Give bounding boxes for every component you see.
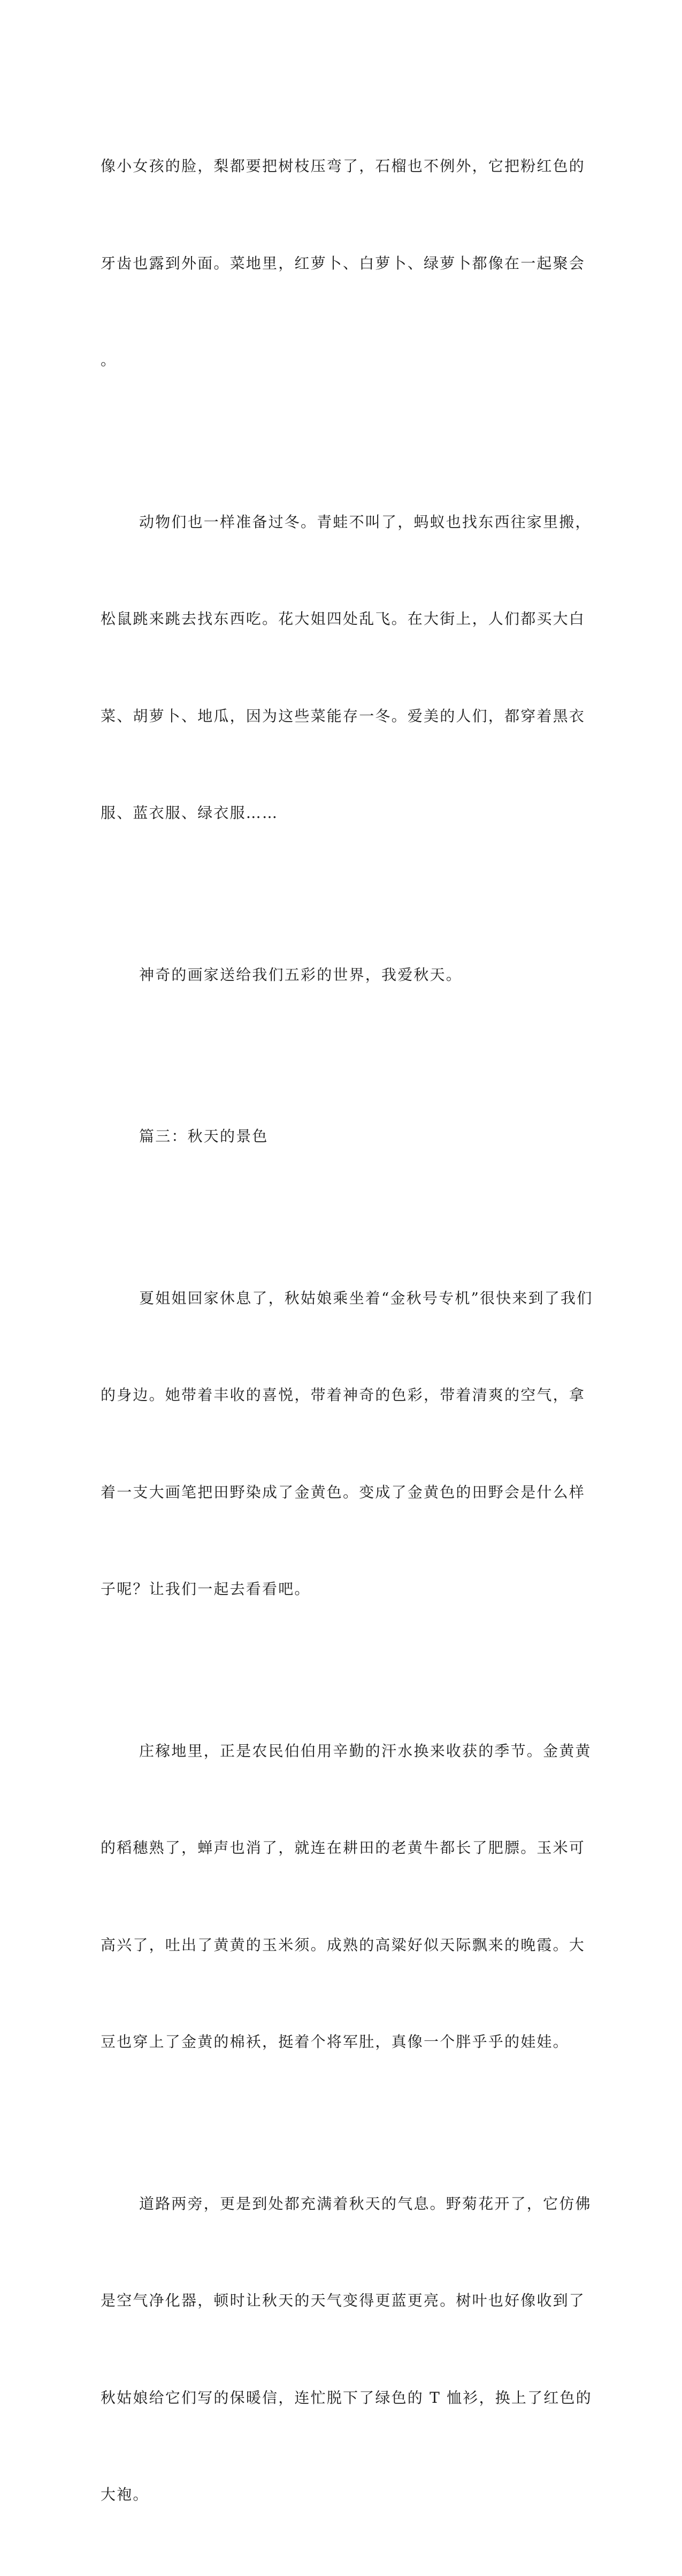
text-line: 大袍。 xyxy=(101,2486,149,2503)
paragraph-animals xyxy=(101,442,592,894)
text-line: 菜、胡萝卜、地瓜，因为这些菜能存一冬。爱美的人们，都穿着黑衣 xyxy=(101,707,586,725)
text-line: 动物们也一样准备过冬。青蛙不叫了，蚂蚁也找东西往家里搬， xyxy=(139,513,592,531)
text-line: 神奇的画家送给我们五彩的世界，我爱秋天。 xyxy=(139,965,463,984)
section-heading xyxy=(101,1056,582,1218)
text-line: 庄稼地里，正是农民伯伯用辛勤的汗水换来收获的季节。金黄黄 xyxy=(139,1742,592,1760)
text-line: 着一支大画笔把田野染成了金黄色。变成了金黄色的田野会是什么样 xyxy=(101,1483,586,1501)
paragraph-roadside xyxy=(101,2123,592,2576)
text-line: 高兴了，吐出了黄黄的玉米须。成熟的高粱好似天际飘来的晚霞。大 xyxy=(101,1936,586,1954)
paragraph-fields xyxy=(101,1670,592,2123)
text-line: 服、蓝衣服、绿衣服…… xyxy=(101,804,279,822)
text-line: 的身边。她带着丰收的喜悦，带着神奇的色彩，带着清爽的空气，拿 xyxy=(101,1386,586,1404)
text-line: 是空气净化器，顿时让秋天的天气变得更蓝更亮。树叶也好像收到了 xyxy=(101,2292,586,2309)
paragraph-autumn-arrives xyxy=(101,1218,593,1670)
text-line: 豆也穿上了金黄的棉袄，挺着个将军肚，真像一个胖乎乎的娃娃。 xyxy=(101,2033,569,2051)
text-line: 的稻穗熟了，蝉声也消了，就连在耕田的老黄牛都长了肥膘。玉米可 xyxy=(101,1839,586,1856)
document-body xyxy=(101,86,593,2576)
text-line: 像小女孩的脸，梨都要把树枝压弯了，石榴也不例外，它把粉红色的 xyxy=(101,157,586,175)
text-line: 松鼠跳来跳去找东西吃。花大姐四处乱飞。在大街上，人们都买大白 xyxy=(101,610,586,628)
text-line: 牙齿也露到外面。菜地里，红萝卜、白萝卜、绿萝卜都像在一起聚会 xyxy=(101,254,586,272)
text-line: 。 xyxy=(101,351,117,369)
paragraph-fruits-continued xyxy=(101,86,586,442)
text-line: 子呢？让我们一起去看看吧。 xyxy=(101,1580,311,1598)
text-line: 秋姑娘给它们写的保暖信，连忙脱下了绿色的 T 恤衫，换上了红色的 xyxy=(101,2388,592,2407)
section-title: 篇三：秋天的景色 xyxy=(139,1127,269,1145)
paragraph-conclusion xyxy=(101,894,582,1056)
text-line: 道路两旁，更是到处都充满着秋天的气息。野菊花开了，它仿佛 xyxy=(139,2194,592,2213)
text-line: 夏姐姐回家休息了，秋姑娘乘坐着“金秋号专机”很快来到了我们 xyxy=(139,1289,593,1307)
